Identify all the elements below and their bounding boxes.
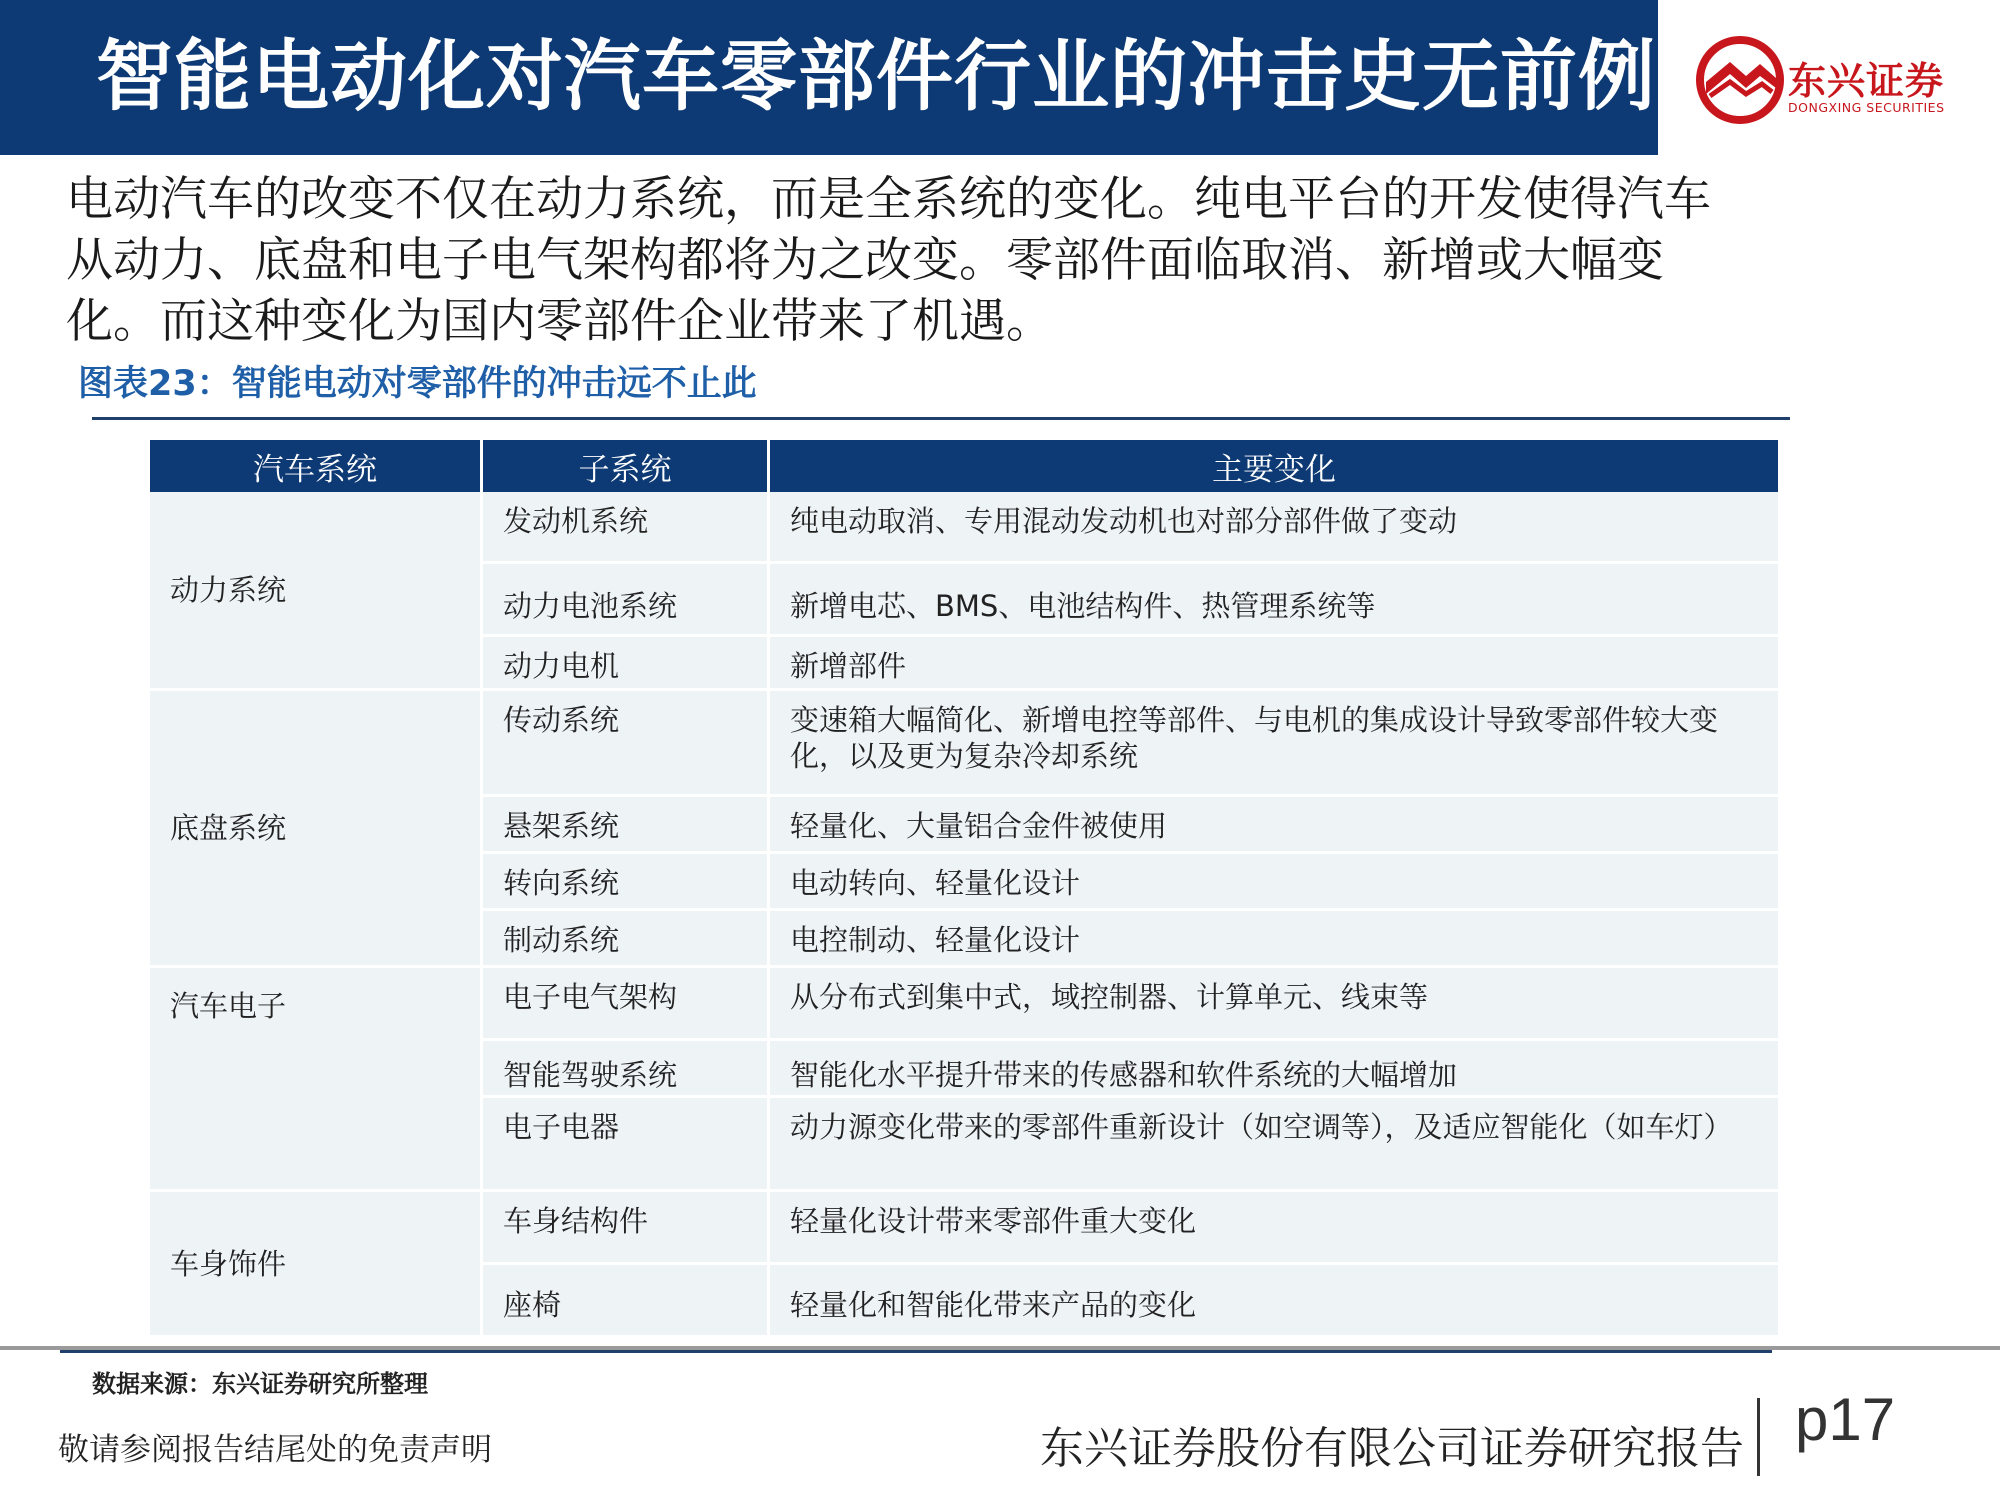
table-row [150, 492, 1778, 564]
logo-text-en: DONGXING SECURITIES [1788, 100, 1945, 115]
change-cell: 轻量化设计带来零部件重大变化 [770, 1192, 1778, 1265]
change-cell: 智能化水平提升带来的传感器和软件系统的大幅增加 [770, 1041, 1778, 1098]
data-source-note: 数据来源：东兴证券研究所整理 [92, 1370, 428, 1398]
table-header-row [150, 440, 1778, 492]
change-cell: 新增部件 [770, 637, 1778, 691]
caption-divider [92, 417, 1790, 420]
change-cell: 新增电芯、BMS、电池结构件、热管理系统等 [770, 564, 1778, 637]
company-name: 东兴证券股份有限公司证券研究报告 [1040, 1423, 1744, 1474]
system-cell: 底盘系统 [150, 691, 480, 968]
subsystem-cell: 制动系统 [483, 911, 767, 968]
subsystem-cell: 动力电池系统 [483, 564, 767, 637]
figure-caption: 图表23：智能电动对零部件的冲击远不止此 [78, 364, 757, 404]
subsystem-cell: 车身结构件 [483, 1192, 767, 1265]
subsystem-cell: 转向系统 [483, 854, 767, 911]
table-bottom-rule [60, 1350, 1772, 1353]
column-header-change: 主要变化 [770, 440, 1778, 492]
table-row [150, 691, 1778, 797]
column-header-subsystem: 子系统 [483, 440, 767, 492]
change-cell: 电控制动、轻量化设计 [770, 911, 1778, 968]
subsystem-cell: 座椅 [483, 1265, 767, 1338]
change-cell: 轻量化、大量铝合金件被使用 [770, 797, 1778, 854]
subsystem-cell: 发动机系统 [483, 492, 767, 564]
change-cell: 电动转向、轻量化设计 [770, 854, 1778, 911]
change-cell: 纯电动取消、专用混动发动机也对部分部件做了变动 [770, 492, 1778, 564]
system-cell: 车身饰件 [150, 1192, 480, 1338]
disclaimer-link: 敬请参阅报告结尾处的免责声明 [58, 1432, 492, 1468]
system-cell: 动力系统 [150, 492, 480, 691]
intro-line: 从动力、底盘和电子电气架构都将为之改变。零部件面临取消、新增或大幅变 [66, 233, 1664, 288]
subsystem-cell: 悬架系统 [483, 797, 767, 854]
intro-line: 电动汽车的改变不仅在动力系统，而是全系统的变化。纯电平台的开发使得汽车 [66, 172, 1711, 227]
impact-table [150, 440, 1772, 1338]
change-cell: 动力源变化带来的零部件重新设计（如空调等），及适应智能化（如车灯） [770, 1098, 1778, 1192]
intro-line: 化。而这种变化为国内零部件企业带来了机遇。 [66, 294, 1053, 349]
logo-text-cn: 东兴证券 [1788, 59, 1945, 103]
page-separator [1757, 1398, 1760, 1476]
table-row [150, 968, 1778, 1041]
change-cell: 变速箱大幅简化、新增电控等部件、与电机的集成设计导致零部件较大变化，以及更为复杂冷却系统 [770, 691, 1778, 797]
logo [1658, 0, 2000, 155]
dongxing-logo-icon [1696, 36, 1784, 124]
change-cell: 从分布式到集中式，域控制器、计算单元、线束等 [770, 968, 1778, 1041]
column-header-system: 汽车系统 [150, 440, 480, 492]
page-title: 智能电动化对汽车零部件行业的冲击史无前例 [96, 33, 1656, 122]
subsystem-cell: 电子电器 [483, 1098, 767, 1192]
intro-paragraph [66, 169, 1846, 352]
subsystem-cell: 智能驾驶系统 [483, 1041, 767, 1098]
table-row [150, 1192, 1778, 1265]
system-cell: 汽车电子 [150, 968, 480, 1192]
title-bar [0, 0, 1658, 155]
subsystem-cell: 动力电机 [483, 637, 767, 691]
change-cell: 轻量化和智能化带来产品的变化 [770, 1265, 1778, 1338]
page-number: p17 [1795, 1386, 1896, 1453]
subsystem-cell: 传动系统 [483, 691, 767, 797]
subsystem-cell: 电子电气架构 [483, 968, 767, 1041]
data-table [147, 440, 1781, 1338]
